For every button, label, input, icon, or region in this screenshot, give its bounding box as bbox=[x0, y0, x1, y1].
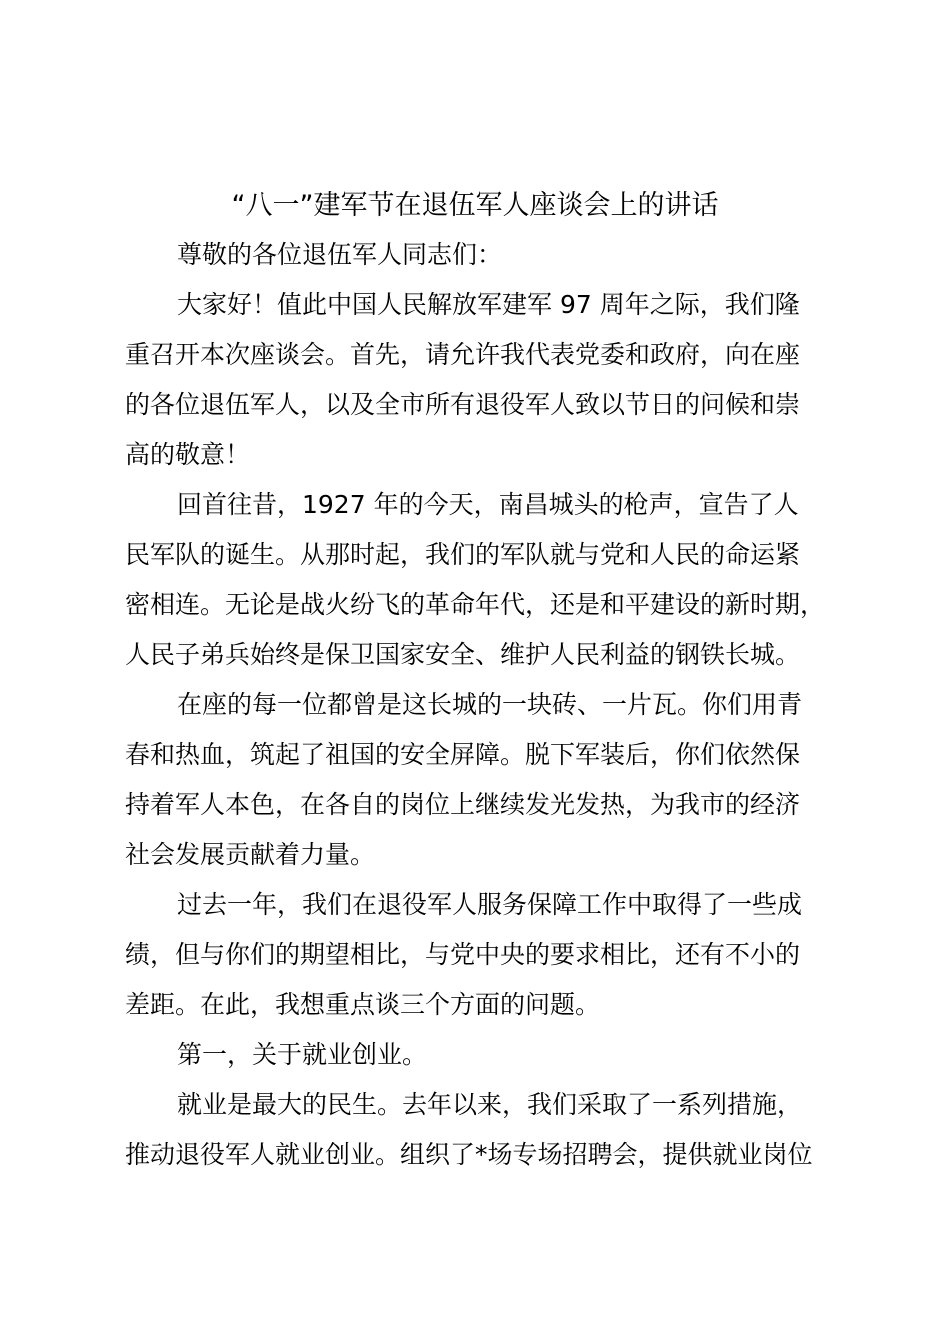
paragraph-tribute bbox=[125, 680, 825, 880]
paragraph-review bbox=[125, 880, 825, 1030]
text-line: 重召开本次座谈会。首先，请允许我代表党委和政府，向在座 bbox=[125, 340, 801, 369]
text-line: 在座的每一位都曾是这长城的一块砖、一片瓦。你们用青 bbox=[177, 690, 803, 719]
text-line: 社会发展贡献着力量。 bbox=[125, 840, 376, 869]
paragraph-history bbox=[125, 480, 825, 680]
text-line: 尊敬的各位退伍军人同志们： bbox=[177, 240, 503, 269]
text-line: 就业是最大的民生。去年以来，我们采取了一系列措施， bbox=[177, 1090, 803, 1119]
paragraph-greeting bbox=[125, 280, 825, 480]
text-line: 回首往昔，1927 年的今天，南昌城头的枪声，宣告了人 bbox=[177, 490, 799, 519]
text-line: 的各位退伍军人，以及全市所有退役军人致以节日的问候和崇 bbox=[125, 390, 801, 419]
text-line: 第一，关于就业创业。 bbox=[177, 1040, 428, 1069]
text-line: 高的敬意！ bbox=[125, 440, 251, 469]
text-line: 大家好！值此中国人民解放军建军 97 周年之际，我们隆 bbox=[177, 290, 800, 319]
text-line: 密相连。无论是战火纷飞的革命年代，还是和平建设的新时期， bbox=[125, 590, 826, 619]
text-line: 推动退役军人就业创业。组织了*场专场招聘会，提供就业岗位 bbox=[125, 1140, 813, 1169]
section-heading-employment bbox=[125, 1030, 825, 1080]
text-line: 绩，但与你们的期望相比，与党中央的要求相比，还有不小的 bbox=[125, 940, 801, 969]
text-line: 春和热血，筑起了祖国的安全屏障。脱下军装后，你们依然保 bbox=[125, 740, 801, 769]
paragraph-salutation bbox=[125, 230, 825, 280]
text-line: 持着军人本色，在各自的岗位上继续发光发热，为我市的经济 bbox=[125, 790, 801, 819]
text-line: 民军队的诞生。从那时起，我们的军队就与党和人民的命运紧 bbox=[125, 540, 801, 569]
document-title: “八一”建军节在退伍军人座谈会上的讲话 bbox=[231, 190, 719, 221]
text-line: 人民子弟兵始终是保卫国家安全、维护人民利益的钢铁长城。 bbox=[125, 640, 801, 669]
paragraph-employment bbox=[125, 1080, 825, 1180]
text-line: 差距。在此，我想重点谈三个方面的问题。 bbox=[125, 990, 601, 1019]
text-line: 过去一年，我们在退役军人服务保障工作中取得了一些成 bbox=[177, 890, 803, 919]
document-body bbox=[125, 230, 825, 1180]
